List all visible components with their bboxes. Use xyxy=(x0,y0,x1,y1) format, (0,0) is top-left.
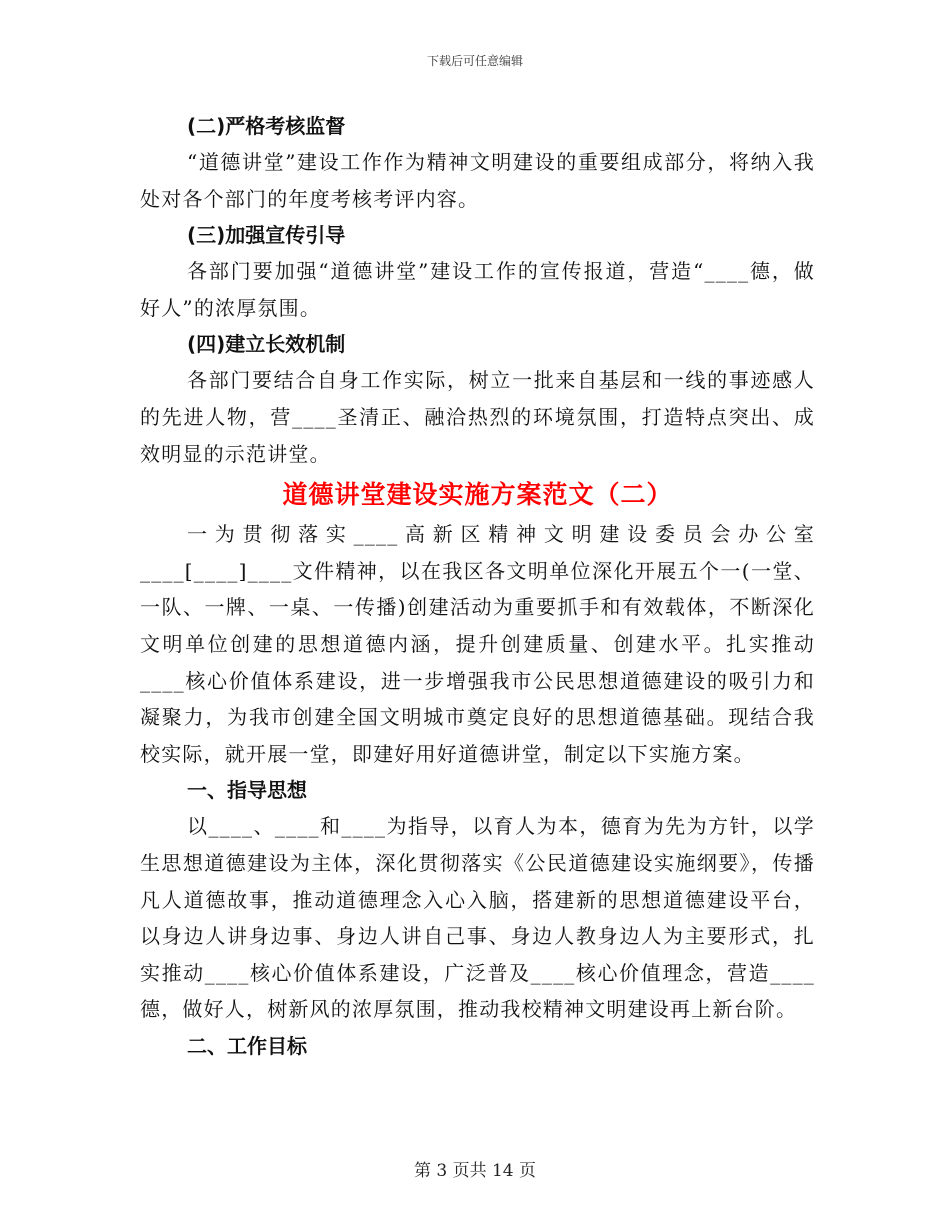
section-paragraph-4: 各部门要结合自身工作实际，树立一批来自基层和一线的事迹感人的先进人物，营____圣清正、融洽热烈的环境氛围，打造特点突出、成效明显的示范讲堂。 xyxy=(140,368,815,466)
section-paragraph-2: “道德讲堂”建设工作作为精神文明建设的重要组成部分，将纳入我处对各个部门的年度考核考评内容。 xyxy=(140,150,815,211)
article-title: 道德讲堂建设实施方案范文（二） xyxy=(282,480,673,510)
document-body xyxy=(140,108,815,1064)
page-footer: 第 3 页共 14 页 xyxy=(413,1161,537,1181)
section-heading-3: (三)加强宣传引导 xyxy=(187,223,346,248)
heading-work-goals: 二、工作目标 xyxy=(187,1033,307,1058)
section-heading-4: (四)建立长效机制 xyxy=(187,332,346,357)
intro-paragraph: 一为贯彻落实____高新区精神文明建设委员会办公室____[____]____文件精神，以在我区各文明单位深化开展五个一(一堂、一队、一牌、一桌、一传播)创建活动为重要抓手和有效载体，不断深化文明单位创建的思想道德内涵，提升创建质量、创建水平。扎实推动____核心价值体系建设，进一步增强我市公民思想道德建设的吸引力和凝聚力，为我市创建全国文明城市奠定良好的思想道德基础。现结合我校实际，就开展一堂，即建好用好道德讲堂，制定以下实施方案。 xyxy=(140,522,815,766)
guiding-thought-paragraph: 以____、____和____为指导，以育人为本，德育为先为方针，以学生思想道德建设为主体，深化贯彻落实《公民道德建设实施纲要》，传播凡人道德故事，推动道德理念入心入脑，搭建新的思想道德建设平台，以身边人讲身边事、身边人讲自己事、身边人教身边人为主要形式，扎实推动____核心价值体系建设，广泛普及____核心价值理念，营造____德，做好人，树新风的浓厚氛围，推动我校精神文明建设再上新台阶。 xyxy=(140,814,815,1022)
heading-guiding-thought: 一、指导思想 xyxy=(187,778,307,803)
page-header: 下载后可任意编辑 xyxy=(426,54,523,68)
section-paragraph-3: 各部门要加强“道德讲堂”建设工作的宣传报道，营造“____德，做好人”的浓厚氛围。 xyxy=(140,259,815,320)
section-heading-2: (二)严格考核监督 xyxy=(187,114,346,138)
